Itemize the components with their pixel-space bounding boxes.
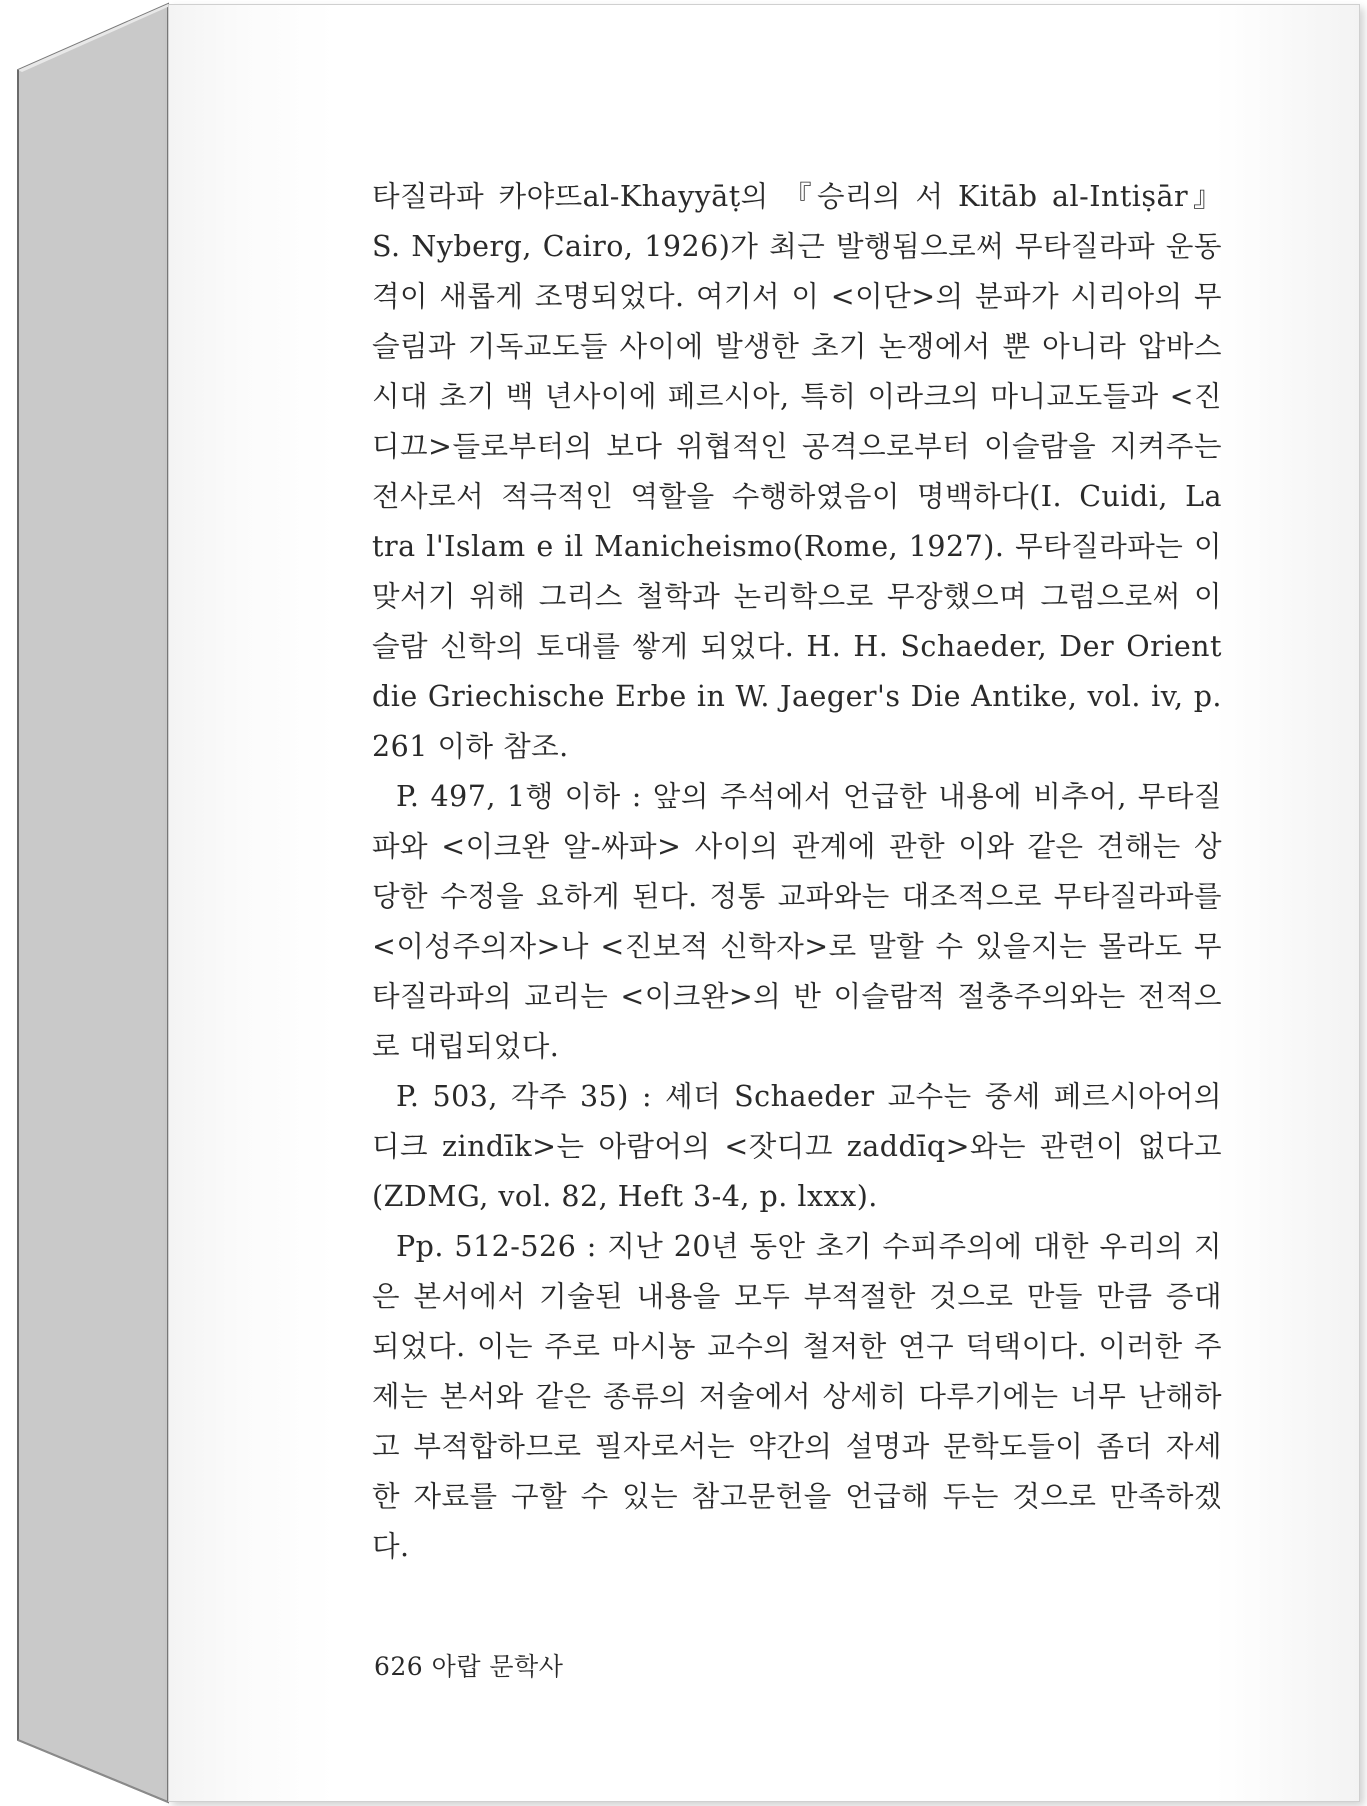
- text-line: P. 497, 1행 이하 : 앞의 주석에서 언급한 내용에 비추어, 무타질: [396, 780, 1222, 813]
- text-line: 격이 새롭게 조명되었다. 여기서 이 <이단>의 분파가 시리아의 무: [372, 280, 1222, 313]
- text-line: 당한 수정을 요하게 된다. 정통 교파와는 대조적으로 무타질라파를: [372, 880, 1222, 913]
- text-line: 다.: [372, 1530, 410, 1563]
- text-line: 로 대립되었다.: [372, 1030, 560, 1063]
- text-line: 타질라파 카야뜨al-Khayyāṭ의 『승리의 서 Kitāb al-Intiṣār』: [372, 180, 1222, 213]
- text-line: tra l'Islam e il Manicheismo(Rome, 1927). 무타질라파는 이: [372, 530, 1222, 563]
- text-line: 슬림과 기독교도들 사이에 발생한 초기 논쟁에서 뿐 아니라 압바스: [372, 330, 1222, 363]
- text-line: 전사로서 적극적인 역할을 수행하였음이 명백하다(I. Cuidi, La: [372, 480, 1222, 513]
- text-line: P. 503, 각주 35) : 셰더 Schaeder 교수는 중세 페르시아어의: [396, 1080, 1222, 1113]
- text-line: 파와 <이크완 알-싸파> 사이의 관계에 관한 이와 같은 견해는 상: [372, 830, 1222, 863]
- text-line: (ZDMG, vol. 82, Heft 3-4, p. lxxx).: [372, 1180, 878, 1213]
- text-line: die Griechische Erbe in W. Jaeger's Die Antike, vol. iv, p.: [372, 680, 1222, 713]
- page-body-text: [372, 172, 1222, 1572]
- text-line: 제는 본서와 같은 종류의 저술에서 상세히 다루기에는 너무 난해하: [372, 1380, 1222, 1413]
- text-line: 되었다. 이는 주로 마시뇽 교수의 철저한 연구 덕택이다. 이러한 주: [372, 1330, 1222, 1363]
- text-line: Pp. 512-526 : 지난 20년 동안 초기 수피주의에 대한 우리의 지: [396, 1230, 1222, 1263]
- text-line: S. Nyberg, Cairo, 1926)가 최근 발행됨으로써 무타질라파 운동: [372, 230, 1222, 263]
- page-footer: 626 아랍 문학사: [374, 1652, 564, 1681]
- text-line: 한 자료를 구할 수 있는 참고문헌을 언급해 두는 것으로 만족하겠: [372, 1480, 1222, 1513]
- text-line: 맞서기 위해 그리스 철학과 논리학으로 무장했으며 그럼으로써 이: [372, 580, 1222, 613]
- text-line: 디크 zindīk>는 아람어의 <잣디끄 zaddīq>와는 관련이 없다고: [372, 1130, 1222, 1163]
- text-line: 슬람 신학의 토대를 쌓게 되었다. H. H. Schaeder, Der Orient: [372, 630, 1222, 663]
- text-line: 은 본서에서 기술된 내용을 모두 부적절한 것으로 만들 만큼 증대: [372, 1280, 1222, 1313]
- book-spine-shading: [18, 4, 168, 1802]
- text-line: 디끄>들로부터의 보다 위협적인 공격으로부터 이슬람을 지켜주는: [372, 430, 1222, 463]
- text-line: <이성주의자>나 <진보적 신학자>로 말할 수 있을지는 몰라도 무: [372, 930, 1222, 963]
- text-line: 261 이하 참조.: [372, 730, 569, 763]
- text-line: 타질라파의 교리는 <이크완>의 반 이슬람적 절충주의와는 전적으: [372, 980, 1222, 1013]
- text-line: 고 부적합하므로 필자로서는 약간의 설명과 문학도들이 좀더 자세: [372, 1430, 1222, 1463]
- text-line: 시대 초기 백 년사이에 페르시아, 특히 이라크의 마니교도들과 <진: [372, 380, 1222, 413]
